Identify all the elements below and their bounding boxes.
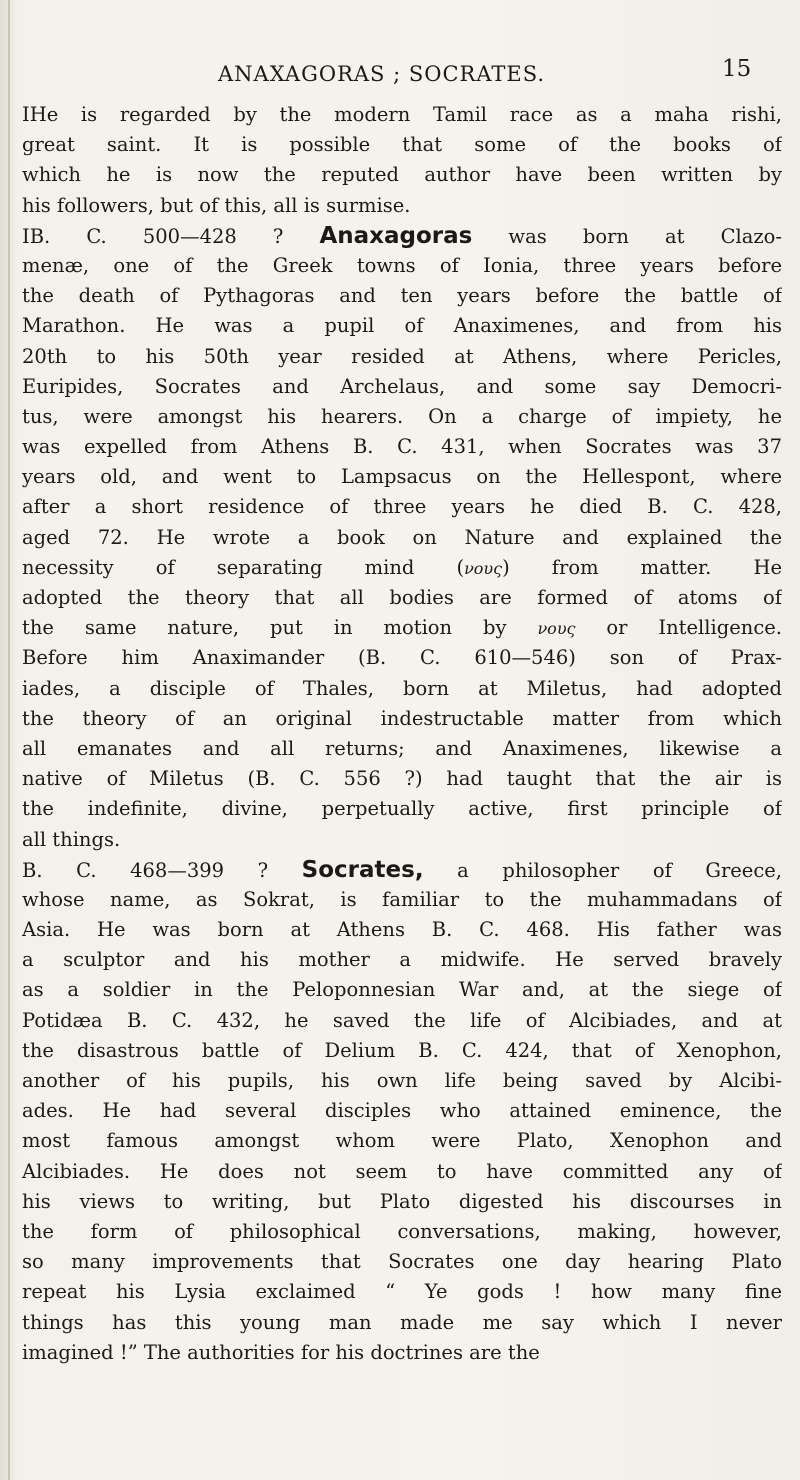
text-line bbox=[22, 1157, 782, 1187]
text-segment: 20th to his 50th year resided at Athens, where Pericles, bbox=[22, 344, 782, 368]
text-line bbox=[22, 1277, 782, 1307]
text-line bbox=[22, 402, 782, 432]
text-segment: years old, and went to Lampsacus on the Hellespont, where bbox=[22, 465, 782, 489]
text-line bbox=[22, 1066, 782, 1096]
text-segment: the disastrous battle of Delium B. C. 424, that of Xenophon, bbox=[22, 1038, 782, 1062]
text-line bbox=[22, 915, 782, 945]
text-line bbox=[22, 100, 782, 130]
text-segment: imagined !” The authorities for his doctrines are the bbox=[22, 1340, 540, 1364]
text-segment: the same nature, put in motion by bbox=[22, 616, 538, 640]
text-line bbox=[22, 1338, 782, 1368]
running-head bbox=[0, 56, 800, 92]
text-segment: whose name, as Sokrat, is familiar to the muhammadans of bbox=[22, 887, 782, 911]
text-line bbox=[22, 825, 782, 855]
text-line bbox=[22, 372, 782, 402]
text-segment: another of his pupils, his own life being saved by Alcibi- bbox=[22, 1069, 782, 1092]
text-segment: a sculptor and his mother a midwife. He served bravely bbox=[22, 948, 782, 972]
text-segment: things has this young man made me say which I never bbox=[22, 1310, 782, 1334]
text-segment: after a short residence of three years he died B. C. 428, bbox=[22, 495, 782, 519]
body-text bbox=[22, 100, 782, 1368]
text-line bbox=[22, 1187, 782, 1217]
text-segment: menæ, one of the Greek towns of Ionia, three years before bbox=[22, 253, 782, 277]
text-segment: Euripides, Socrates and Archelaus, and some say Democri- bbox=[22, 374, 782, 398]
text-segment: most famous amongst whom were Plato, Xenophon and bbox=[22, 1129, 782, 1153]
text-line bbox=[22, 855, 782, 885]
text-segment: his followers, but of this, all is surmise. bbox=[22, 193, 411, 217]
text-line bbox=[22, 1247, 782, 1277]
entry-heading: Socrates, bbox=[301, 856, 424, 883]
greek-word: νους bbox=[464, 558, 503, 578]
text-segment: Alcibiades. He does not seem to have committed any of bbox=[22, 1159, 782, 1183]
text-segment: Asia. He was born at Athens B. C. 468. His father was bbox=[22, 918, 782, 942]
text-line bbox=[22, 794, 782, 824]
text-line bbox=[22, 643, 782, 673]
text-line bbox=[22, 462, 782, 492]
text-line bbox=[22, 734, 782, 764]
text-segment: the indefinite, divine, perpetually active, first principle of bbox=[22, 797, 782, 821]
text-segment: his views to writing, but Plato digested his discourses in bbox=[22, 1189, 782, 1213]
text-segment: repeat his Lysia exclaimed “ Ye gods ! how many fine bbox=[22, 1280, 782, 1304]
text-line bbox=[22, 975, 782, 1005]
text-line bbox=[22, 523, 782, 553]
text-segment: Before him Anaximander (B. C. 610—546) son of Prax- bbox=[22, 646, 782, 670]
text-segment: great saint. It is possible that some of the books of bbox=[22, 133, 782, 157]
text-segment: B. C. 468—399 ? bbox=[22, 858, 302, 882]
text-line bbox=[22, 1006, 782, 1036]
text-line bbox=[22, 432, 782, 462]
text-segment: the form of philosophical conversations, making, however, bbox=[22, 1219, 782, 1243]
text-line bbox=[22, 764, 782, 794]
page-number: 15 bbox=[722, 56, 752, 82]
text-segment: which he is now the reputed author have been written by bbox=[22, 163, 782, 187]
text-line bbox=[22, 1126, 782, 1156]
text-line bbox=[22, 583, 782, 613]
text-line bbox=[22, 945, 782, 975]
text-segment: necessity of separating mind ( bbox=[22, 555, 465, 579]
text-line bbox=[22, 251, 782, 281]
text-segment: ) from matter. He bbox=[502, 555, 782, 579]
text-segment: native of Miletus (B. C. 556 ?) had taught that the air is bbox=[22, 767, 782, 791]
text-line bbox=[22, 885, 782, 915]
text-line bbox=[22, 1308, 782, 1338]
text-segment: adopted the theory that all bodies are formed of atoms of bbox=[22, 586, 782, 609]
text-line bbox=[22, 613, 782, 643]
text-segment: all emanates and all returns; and Anaximenes, likewise a bbox=[22, 736, 782, 760]
text-segment: aged 72. He wrote a book on Nature and explained the bbox=[22, 525, 782, 549]
running-head-title: ANAXAGORAS ; SOCRATES. bbox=[218, 62, 546, 86]
text-segment: the death of Pythagoras and ten years before the battle of bbox=[22, 284, 782, 308]
text-line bbox=[22, 342, 782, 372]
text-line bbox=[22, 1036, 782, 1066]
text-line bbox=[22, 160, 782, 190]
text-line bbox=[22, 553, 782, 583]
entry-heading: Anaxagoras bbox=[319, 222, 473, 249]
text-line bbox=[22, 311, 782, 341]
text-line bbox=[22, 191, 782, 221]
text-segment: a philosopher of Greece, bbox=[423, 858, 782, 882]
text-line bbox=[22, 1217, 782, 1247]
text-segment: ades. He had several disciples who attained eminence, the bbox=[22, 1099, 782, 1123]
text-segment: all things. bbox=[22, 827, 121, 851]
text-segment: was expelled from Athens B. C. 431, when Socrates was 37 bbox=[22, 435, 782, 459]
text-segment: so many improvements that Socrates one day hearing Plato bbox=[22, 1250, 782, 1274]
text-line bbox=[22, 1096, 782, 1126]
text-segment: tus, were amongst his hearers. On a charge of impiety, he bbox=[22, 404, 782, 428]
text-segment: IB. C. 500—428 ? bbox=[22, 224, 320, 248]
greek-word: νους bbox=[537, 619, 576, 639]
text-line bbox=[22, 492, 782, 522]
text-line bbox=[22, 674, 782, 704]
text-segment: Marathon. He was a pupil of Anaximenes, and from his bbox=[22, 314, 782, 338]
text-segment: or Intelligence. bbox=[575, 616, 782, 640]
text-segment: the theory of an original indestructable matter from which bbox=[22, 706, 782, 730]
text-line bbox=[22, 130, 782, 160]
binding-gutter bbox=[8, 0, 10, 1480]
text-segment: as a soldier in the Peloponnesian War and, at the siege of bbox=[22, 978, 782, 1002]
text-line bbox=[22, 221, 782, 251]
text-segment: iades, a disciple of Thales, born at Miletus, had adopted bbox=[22, 676, 782, 700]
text-line bbox=[22, 281, 782, 311]
text-line bbox=[22, 704, 782, 734]
text-segment: was born at Clazo- bbox=[472, 224, 782, 248]
text-segment: IHe is regarded by the modern Tamil race as a maha rishi, bbox=[22, 103, 782, 126]
text-segment: Potidæa B. C. 432, he saved the life of Alcibiades, and at bbox=[22, 1008, 782, 1032]
